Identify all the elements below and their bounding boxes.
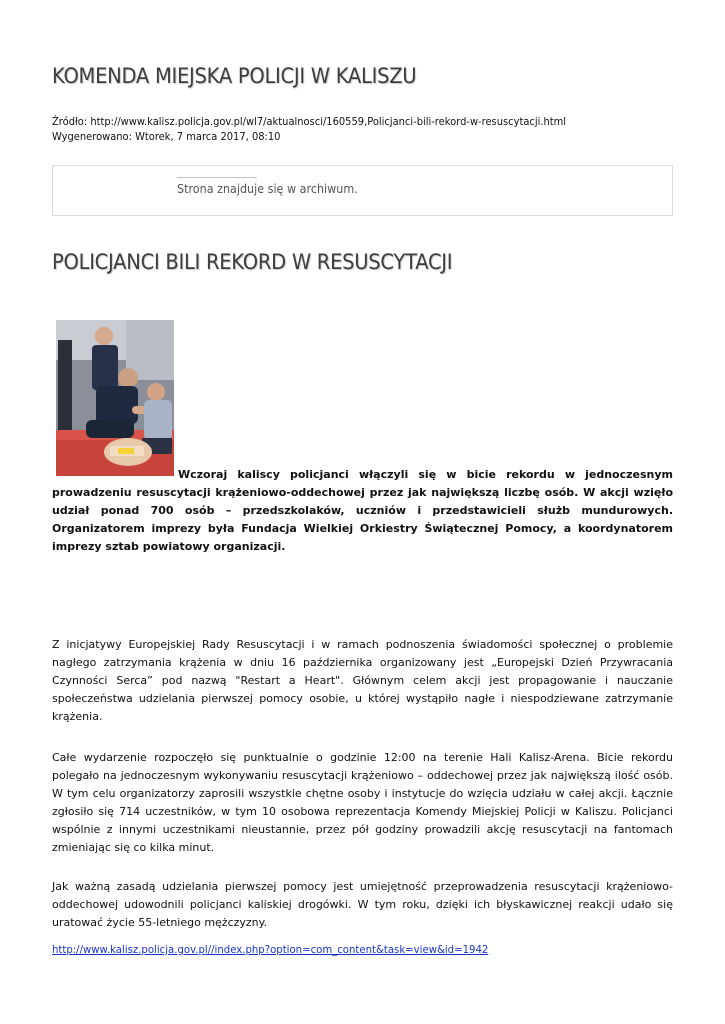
source-line: Źródło: http://www.kalisz.policja.gov.pl/wl7/aktualnosci/160559,Policjanci-bili-rekord-w-resuscytacji.html xyxy=(52,115,567,128)
article-title: POLICJANCI BILI REKORD W RESUSCYTACJI xyxy=(52,250,453,274)
archive-notice: Strona znajduje się w archiwum. xyxy=(177,182,358,196)
archive-notice-box xyxy=(52,165,673,216)
article-lead xyxy=(52,466,673,556)
site-title: KOMENDA MIEJSKA POLICJI W KALISZU xyxy=(52,64,417,88)
article-source-link[interactable]: http://www.kalisz.policja.gov.pl//index.php?option=com_content&task=view&id=1942 xyxy=(52,943,489,956)
article-paragraph: Jak ważną zasadą udzielania pierwszej pomocy jest umiejętność przeprowadzenia resuscytacji krążeniowo-oddechowej udowodnili policjanci kaliskiej drogówki. W tym roku, dzięki ich błyskawicznej reakcji udało się uratować życie 55-letniego mężczyzny. xyxy=(52,880,673,929)
lead-text: Wczoraj kaliscy policjanci włączyli się w bicie rekordu w jednoczesnym prowadzeniu resuscytacji krążeniowo-oddechowej przez jak największą liczbę osób. W akcji wzięło udział ponad 700 osób – przedszkolaków, uczniów i przedstawicieli służb mundurowych. Organizatorem imprezy była Fundacja Wielkiej Orkiestry Świątecznej Pomocy, a koordynatorem imprezy sztab powiatowy organizacji. xyxy=(52,468,673,553)
cpr-training-photo xyxy=(56,320,174,476)
document-meta xyxy=(52,114,623,144)
archive-divider xyxy=(177,177,257,178)
article-paragraph: Całe wydarzenie rozpoczęło się punktualnie o godzinie 12:00 na terenie Hali Kalisz-Arena. Bicie rekordu polegało na jednoczesnym wykonywaniu resuscytacji krążeniowo – oddechowej przez jak największą ilość osób. W tym celu organizatorzy zaprosili wszystkie chętne osoby i instytucje do wzięcia udziału w całej akcji. Łącznie zgłosiło się 714 uczestników, w tym 10 osobowa reprezentacja Komendy Miejskiej Policji w Kaliszu. Policjanci wspólnie z innymi uczestnikami nieustannie, przez pół godziny prowadzili akcję resuscytacji na fantomach zmieniając się co kilka minut. xyxy=(52,751,673,854)
generated-line: Wygenerowano: Wtorek, 7 marca 2017, 08:10 xyxy=(52,130,281,143)
article-paragraph: Z inicjatywy Europejskiej Rady Resuscytacji i w ramach podnoszenia świadomości społecznej o problemie nagłego zatrzymania krążenia w dniu 16 października organizowany jest „Europejski Dzień Przywracania Czynności Serca” pod nazwą "Restart a Heart". Głównym celem akcji jest propagowanie i nauczanie społeczeństwa udzielania pierwszej pomocy osobie, u której wystąpiło nagłe i niespodziewane zatrzymanie krążenia. xyxy=(52,638,673,723)
